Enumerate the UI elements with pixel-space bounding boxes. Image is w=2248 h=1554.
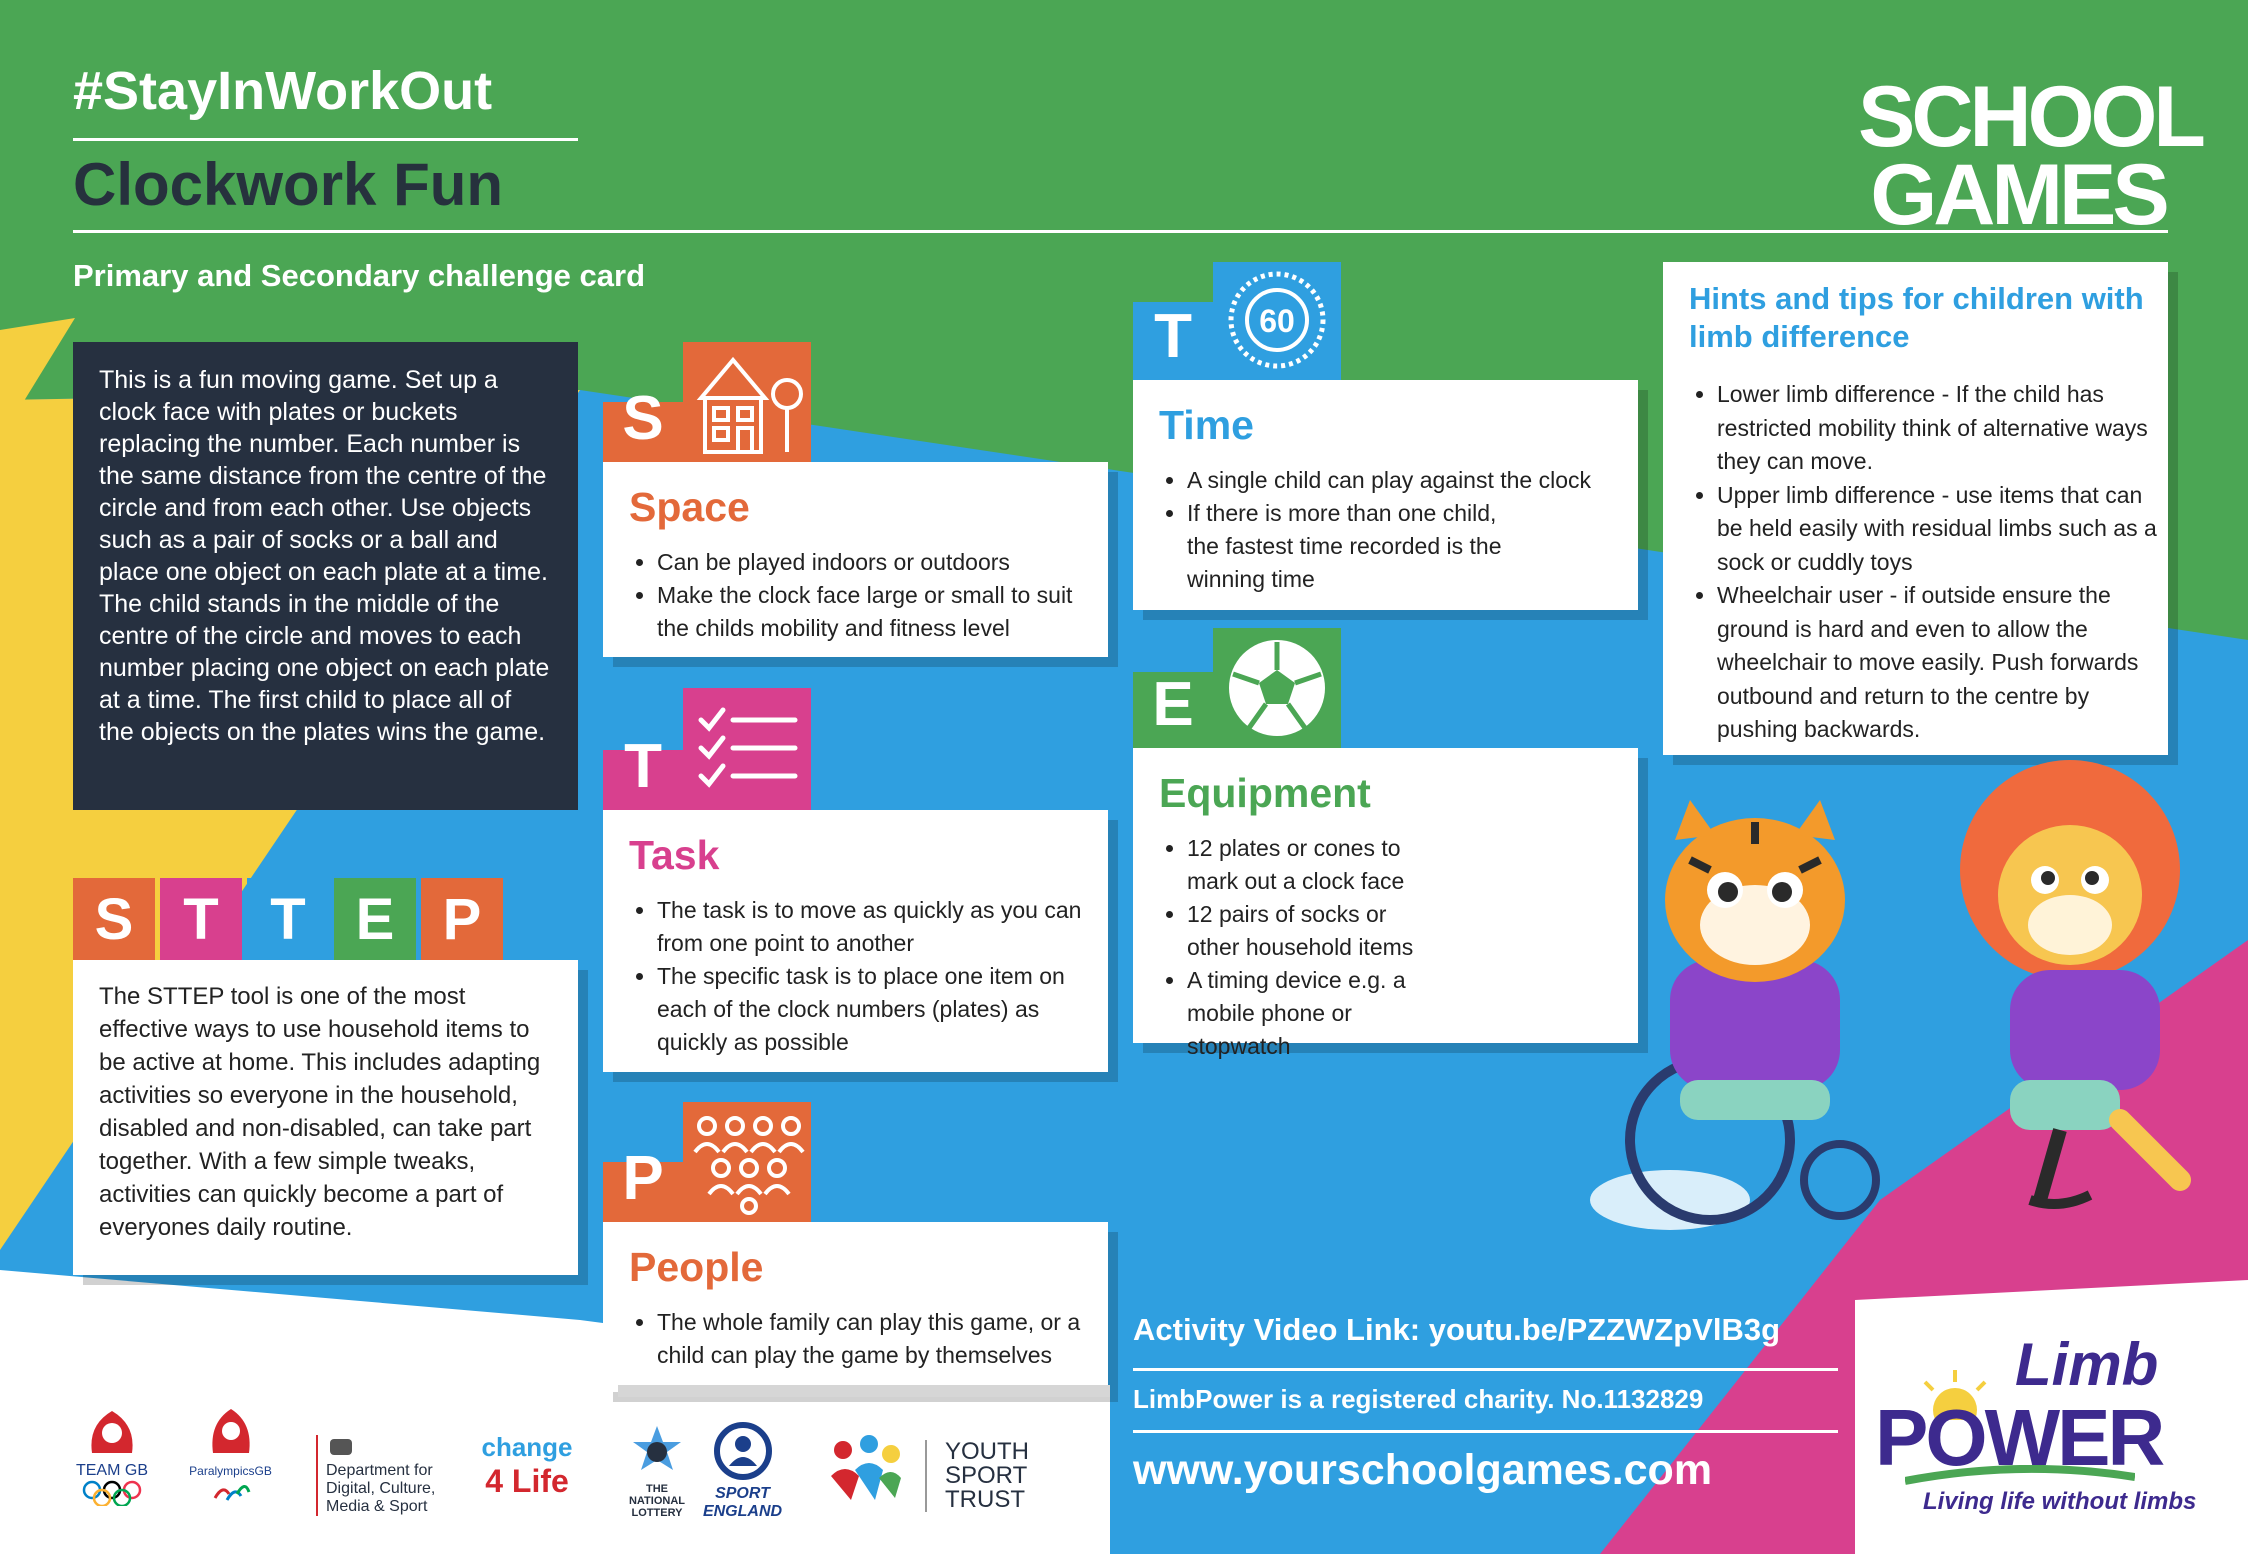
youth-sport-trust-icon — [825, 1430, 905, 1510]
space-bullets — [603, 546, 1098, 645]
task-card — [603, 810, 1108, 1072]
page-title: Clockwork Fun — [73, 151, 504, 218]
national-lottery-logo — [622, 1422, 692, 1519]
time-heading: Time — [1159, 402, 1254, 448]
paralympics-gb-logo — [188, 1405, 273, 1511]
equipment-bullet-2: • 12 pairs of socks or other household items — [1187, 898, 1428, 964]
footer-divider-1 — [1133, 1368, 1838, 1371]
yst-line-3: TRUST — [945, 1486, 1025, 1513]
sttep-letter-s: S — [73, 878, 155, 960]
space-card — [603, 462, 1108, 657]
olympic-rings-icon — [80, 1480, 144, 1506]
hints-bullet-2: • Upper limb difference - use items that can be held easily with residual limbs such as a sock or cuddly toys — [1717, 479, 2158, 580]
page-subtitle: Primary and Secondary challenge card — [73, 258, 646, 293]
limbpower-tagline: Living life without limbs — [1923, 1488, 2197, 1515]
change4life-top: change — [481, 1432, 573, 1462]
lion-mascot-icon — [1960, 760, 2180, 1204]
youth-sport-trust-icon-wrap — [825, 1430, 905, 1515]
task-bullets — [603, 894, 1098, 1059]
people-card-shadow — [618, 1385, 1110, 1397]
youth-sport-trust-logo — [925, 1440, 1029, 1512]
sport-england-icon — [714, 1422, 772, 1480]
stopwatch-60-text: 60 — [1259, 303, 1295, 339]
website-link[interactable]: www.yourschoolgames.com — [1133, 1446, 1713, 1494]
charity-number: LimbPower is a registered charity. No.1132829 — [1133, 1384, 1704, 1414]
time-bullet-2: • If there is more than one child, the fastest time recorded is the winning time — [1187, 497, 1628, 596]
change4life-bottom: 4 Life — [485, 1463, 569, 1499]
space-letter-tile: S — [603, 402, 683, 462]
agitos-icon — [209, 1480, 253, 1506]
paralympics-gb-label: ParalympicsGB — [189, 1464, 272, 1478]
yst-line-1: YOUTH — [945, 1438, 1029, 1465]
school-games-logo-line2: GAMES — [1870, 147, 2166, 243]
intro-card — [73, 342, 578, 810]
equipment-letter-tile: E — [1133, 672, 1213, 748]
football-icon — [1213, 628, 1341, 748]
equipment-icon-tile — [1213, 628, 1341, 748]
sttep-letter-e: E — [334, 878, 416, 960]
intro-text: This is a fun moving game. Set up a clock face with plates or buckets replacing the number. Each number is the same distance from the centre of the circle and from each other. Use objects such as a pair of socks or a ball and place one object on each plate at a time. The child stands in the middle of the centre of the circle and moves to each number placing one object on each plate at a time. The first child to place all of the objects on the plates wins the game. — [99, 366, 550, 746]
school-games-logo-line1: SCHOOL — [1858, 69, 2202, 165]
space-icon-tile — [683, 342, 811, 462]
national-lottery-line-1: THE — [646, 1483, 668, 1495]
hints-bullet-1: • Lower limb difference - If the child has restricted mobility think of alternative ways they can move. — [1717, 378, 2158, 479]
hashtag: #StayInWorkOut — [73, 61, 493, 121]
equipment-bullet-1: • 12 plates or cones to mark out a clock face — [1187, 832, 1428, 898]
task-icon-tile — [683, 688, 811, 810]
checklist-icon — [683, 688, 811, 810]
limbpower-power: POWER — [1875, 1393, 2163, 1482]
people-icon-tile — [683, 1102, 811, 1222]
sport-england-line-2: ENGLAND — [702, 1503, 783, 1520]
time-icon-tile — [1213, 262, 1341, 380]
team-gb-logo — [72, 1405, 152, 1515]
task-bullet-2: • The specific task is to place one item on each of the clock numbers (plates) as quickly as possible — [657, 960, 1098, 1059]
people-group-icon — [683, 1102, 811, 1222]
space-bullet-1: • Can be played indoors or outdoors — [657, 546, 1098, 579]
limbpower-logo — [1875, 1330, 2197, 1530]
equipment-bullet-3: • A timing device e.g. a mobile phone or stopwatch — [1187, 964, 1428, 1063]
people-letter-tile: P — [603, 1162, 683, 1222]
dcms-logo — [316, 1435, 446, 1516]
national-lottery-line-3: LOTTERY — [631, 1507, 683, 1519]
sttep-letter-t2: T — [247, 878, 329, 960]
hints-bullets — [1663, 378, 2158, 747]
dcms-line-2: Digital, Culture, — [326, 1480, 436, 1497]
task-bullet-1: • The task is to move as quickly as you can from one point to another — [657, 894, 1098, 960]
task-letter-tile: T — [603, 750, 683, 810]
tiger-mascot-icon — [1590, 800, 1876, 1230]
hints-heading: Hints and tips for children with limb difference — [1689, 281, 2144, 354]
time-letter-tile: T — [1133, 302, 1213, 380]
task-heading: Task — [629, 832, 720, 878]
lion-icon — [205, 1405, 257, 1457]
hints-card — [1663, 262, 2168, 755]
team-gb-label: TEAM GB — [75, 1462, 148, 1479]
lion-icon — [82, 1405, 142, 1457]
video-link[interactable]: Activity Video Link: youtu.be/PZZWZpVlB3g — [1133, 1312, 1781, 1347]
header-divider — [73, 138, 578, 141]
people-bullets — [603, 1306, 1098, 1372]
sttep-letter-p: P — [421, 878, 503, 960]
house-icon — [683, 342, 811, 462]
equipment-heading: Equipment — [1159, 770, 1371, 816]
crest-icon — [326, 1435, 356, 1457]
footer-divider-2 — [1133, 1430, 1838, 1433]
sport-england-logo — [700, 1422, 785, 1521]
title-divider — [73, 230, 2168, 233]
people-heading: People — [629, 1244, 764, 1290]
dcms-line-1: Department for — [326, 1462, 433, 1479]
dcms-line-3: Media & Sport — [326, 1498, 428, 1515]
mascots-illustration — [1540, 760, 2248, 1260]
swoosh-icon — [1905, 1465, 2135, 1487]
sttep-description-card — [73, 960, 578, 1275]
space-bullet-2: • Make the clock face large or small to suit the childs mobility and fitness level — [657, 579, 1098, 645]
yst-line-2: SPORT — [945, 1462, 1028, 1489]
time-card — [1133, 380, 1638, 610]
crossed-fingers-icon — [629, 1422, 685, 1478]
sport-england-line-1: SPORT — [715, 1485, 770, 1502]
stopwatch-icon — [1213, 262, 1341, 380]
hints-bullet-3: • Wheelchair user - if outside ensure the ground is hard and even to allow the wheelchair to move easily. Push forwards outbound and return to the centre by pushing backwards. — [1717, 579, 2158, 747]
people-bullet-1: • The whole family can play this game, or a child can play the game by themselves — [657, 1306, 1098, 1372]
change4life-logo — [472, 1432, 582, 1500]
school-games-logo — [1858, 69, 2202, 243]
sttep-letter-t1: T — [160, 878, 242, 960]
national-lottery-line-2: NATIONAL — [628, 1495, 685, 1507]
time-bullets — [1133, 464, 1628, 596]
sttep-description: The STTEP tool is one of the most effective ways to use household items to be active at home. This includes adapting activities so everyone in the household, disabled and non-disabled, can take part together. With a few simple tweaks, activities can quickly become a part of everyones daily routine. — [99, 983, 541, 1241]
space-heading: Space — [629, 484, 750, 530]
limbpower-limb: Limb — [2015, 1331, 2159, 1398]
people-card — [603, 1222, 1108, 1392]
time-bullet-1: • A single child can play against the clock — [1187, 464, 1628, 497]
